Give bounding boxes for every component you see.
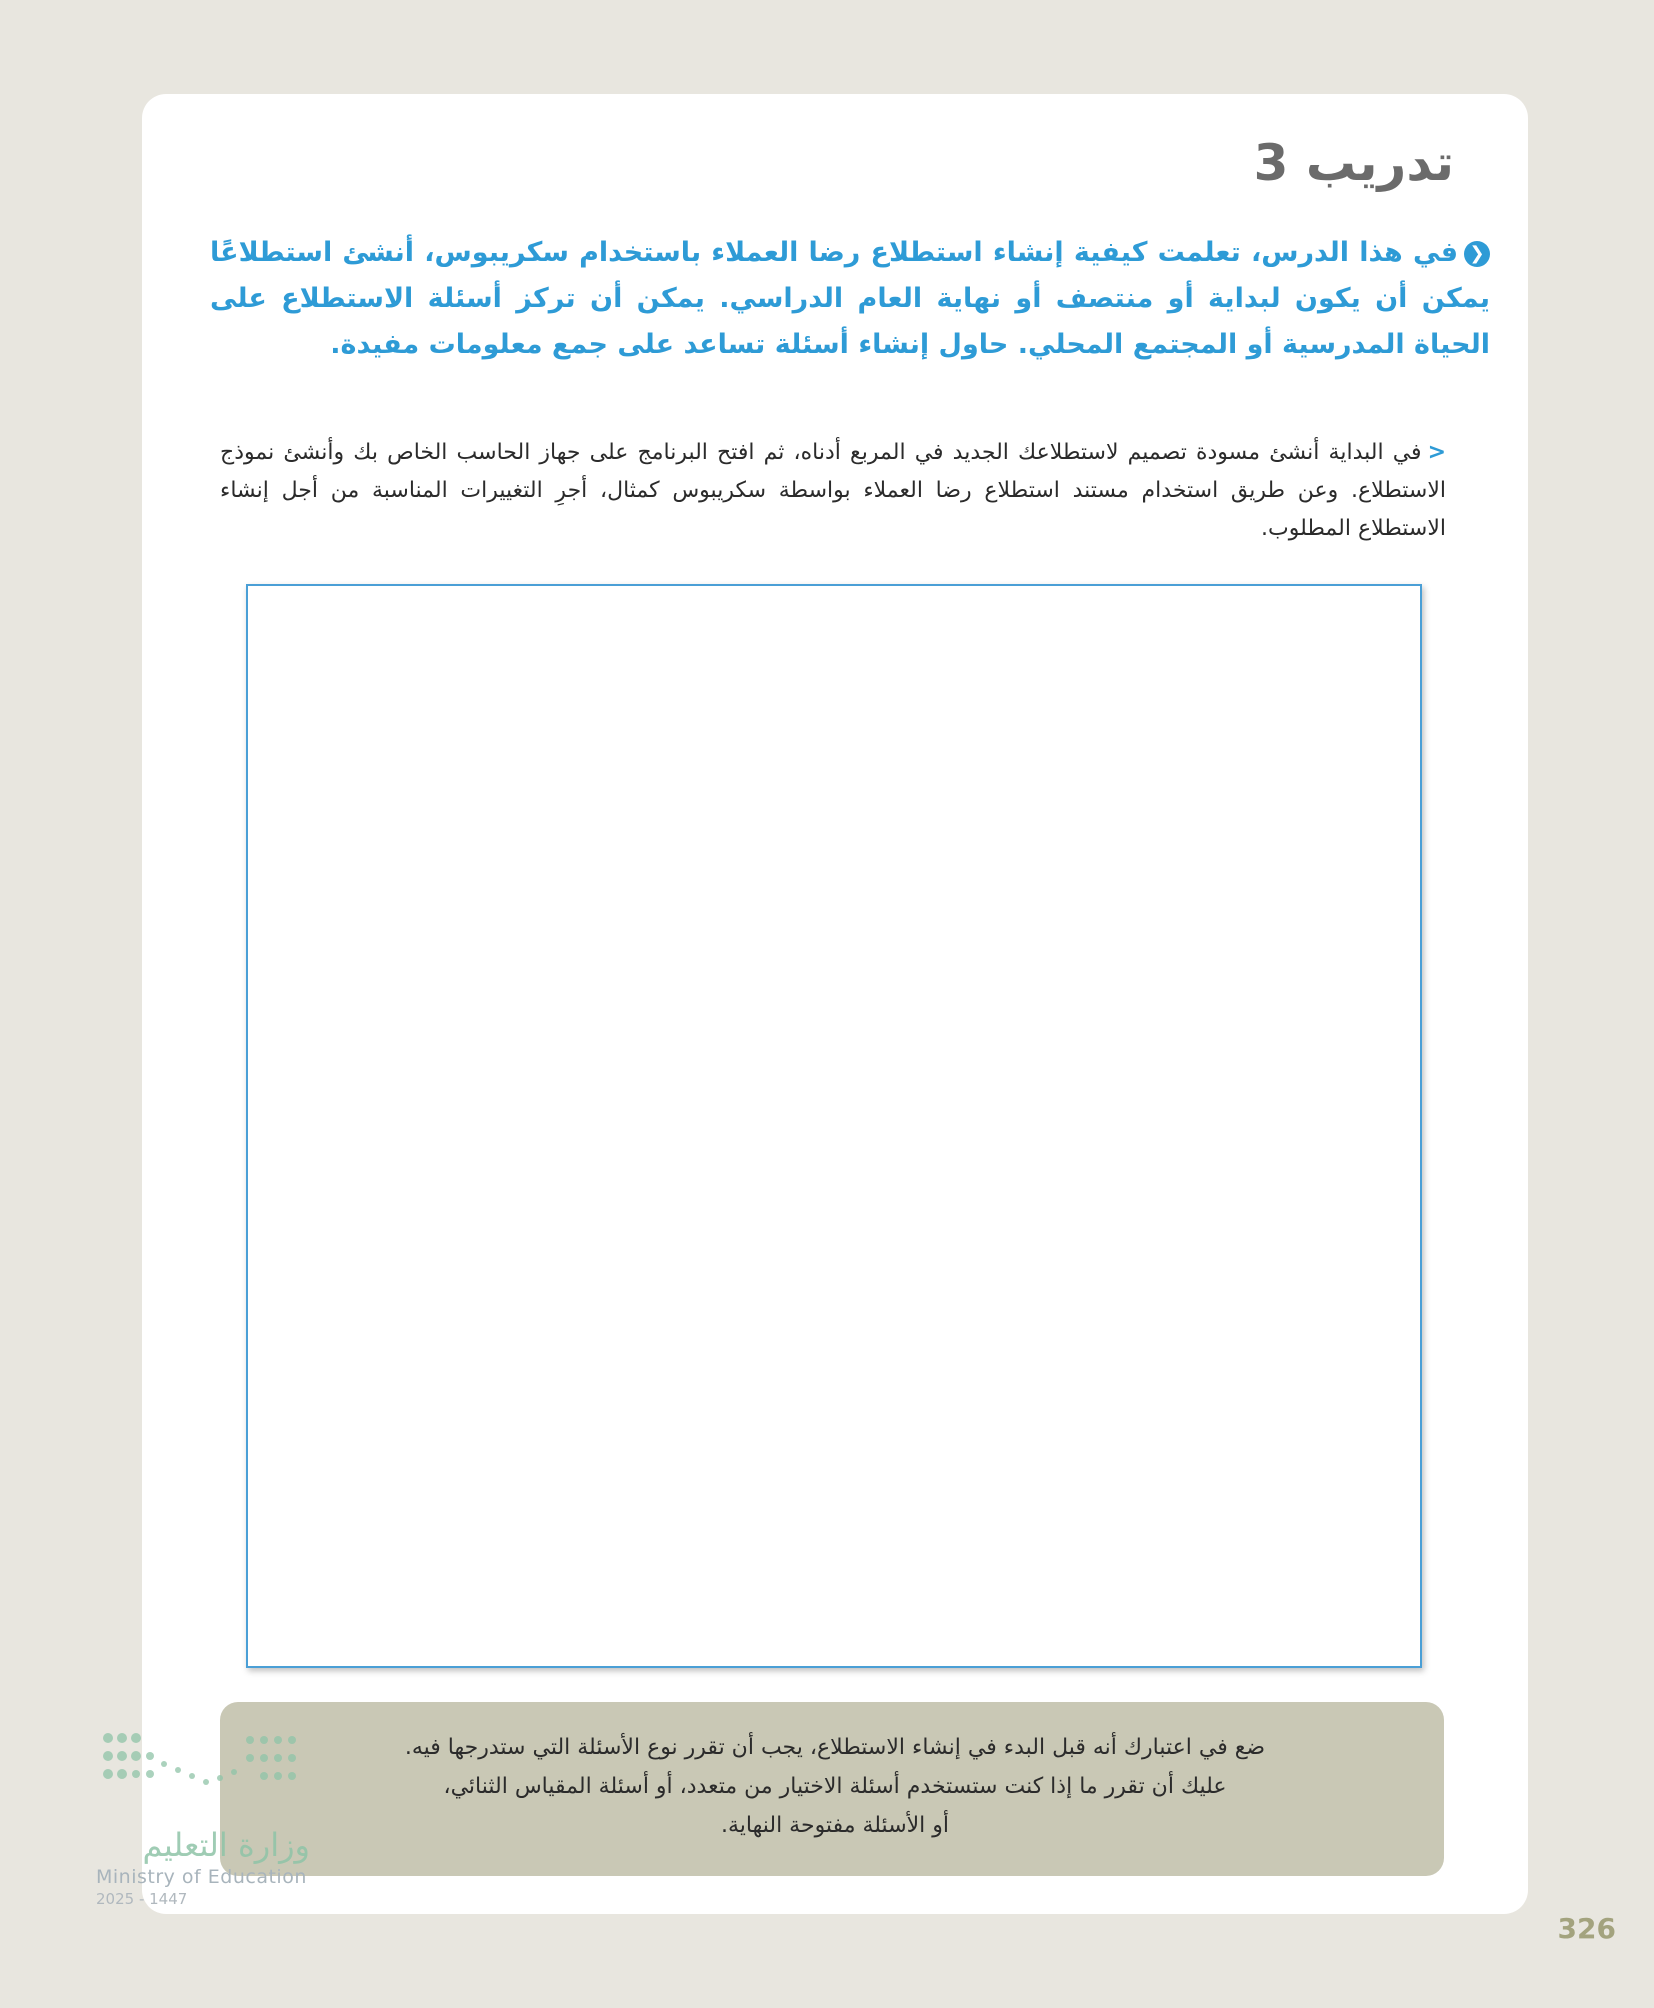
chevron-circle-icon: ❮ bbox=[1464, 241, 1490, 267]
ministry-name-english: Ministry of Education bbox=[96, 1866, 307, 1888]
exercise-title: تدريب 3 bbox=[1253, 134, 1454, 192]
tip-note-line-3: أو الأسئلة مفتوحة النهاية. bbox=[720, 1813, 950, 1838]
tip-note-text bbox=[280, 1728, 1390, 1845]
exercise-intro bbox=[210, 230, 1490, 368]
instruction-text: في البداية أنشئ مسودة تصميم لاستطلاعك الجديد في المربع أدناه، ثم افتح البرنامج على جهاز الحاسب الخاص بك وأنشئ نموذج الاستطلاع. وعن طريق استخدام مستند استطلاع رضا العملاء بواسطة سكريبوس كمثال، أجرِ التغييرات المناسبة من أجل إنشاء الاستطلاع المطلوب. bbox=[220, 440, 1446, 541]
page-number: 326 bbox=[1557, 1912, 1616, 1945]
tip-note bbox=[220, 1702, 1444, 1876]
draft-answer-box[interactable] bbox=[246, 584, 1422, 1668]
exercise-intro-text: في هذا الدرس، تعلمت كيفية إنشاء استطلاع رضا العملاء باستخدام سكريبوس، أنشئ استطلاعًا يمكن أن يكون لبداية أو منتصف أو نهاية العام الدراسي. يمكن أن تركز أسئلة الاستطلاع على الحياة المدرسية أو المجتمع المحلي. حاول إنشاء أسئلة تساعد على جمع معلومات مفيدة. bbox=[210, 237, 1490, 360]
ministry-year: 2025 - 1447 bbox=[96, 1890, 188, 1908]
ministry-logo bbox=[94, 1728, 314, 1908]
ministry-logo-dots-icon bbox=[100, 1728, 310, 1814]
exercise-instruction bbox=[220, 434, 1446, 548]
ministry-name-arabic: وزارة التعليم bbox=[142, 1826, 310, 1864]
tip-note-line-1: ضع في اعتبارك أنه قبل البدء في إنشاء الاستطلاع، يجب أن تقرر نوع الأسئلة التي ستدرجها فيه. bbox=[404, 1735, 1266, 1760]
tip-note-line-2: عليك أن تقرر ما إذا كنت ستستخدم أسئلة الاختيار من متعدد، أو أسئلة المقياس الثنائي، bbox=[443, 1774, 1227, 1799]
instruction-marker: < bbox=[1427, 440, 1446, 465]
